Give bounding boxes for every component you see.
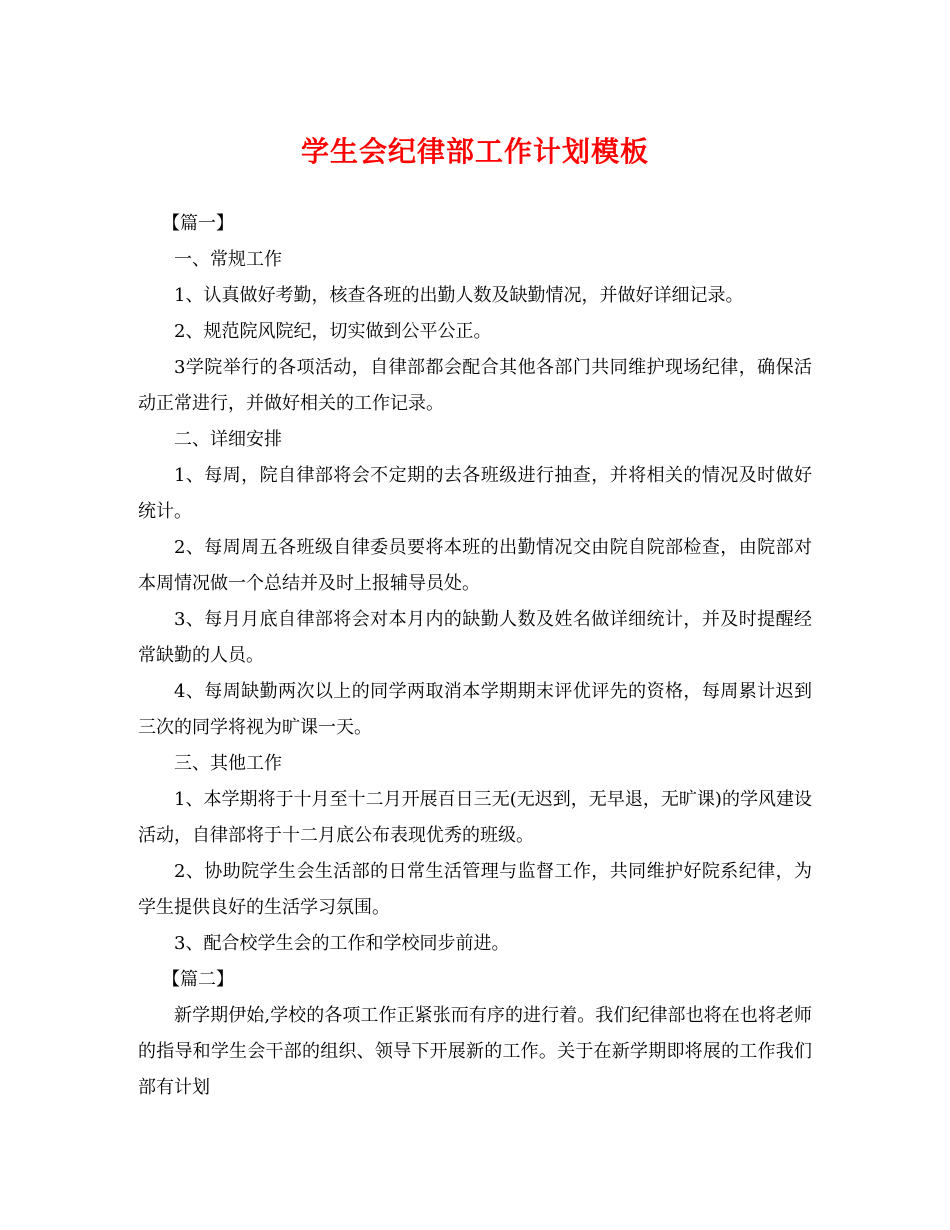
paragraph: 3学院举行的各项活动，自律部都会配合其他各部门共同维护现场纪律，确保活动正常进行，并做好相关的工作记录。 — [138, 357, 812, 414]
section-heading-part-two: 【篇二】 — [162, 969, 234, 990]
paragraph: 1、认真做好考勤，核查各班的出勤人数及缺勤情况，并做好详细记录。 — [174, 285, 744, 306]
paragraph: 1、本学期将于十月至十二月开展百日三无(无迟到，无早退，无旷课)的学风建设活动，自律部将于十二月底公布表现优秀的班级。 — [138, 789, 812, 846]
section-heading-part-one: 【篇一】 — [162, 213, 234, 234]
document-title: 学生会纪律部工作计划模板 — [300, 135, 649, 168]
paragraph: 新学期伊始,学校的各项工作正紧张而有序的进行着。我们纪律部也将在也将老师的指导和学生会干部的组织、领导下开展新的工作。关于在新学期即将展的工作我们部有计划 — [138, 1005, 812, 1098]
heading-other-work: 三、其他工作 — [174, 753, 282, 774]
paragraph: 1、每周，院自律部将会不定期的去各班级进行抽查，并将相关的情况及时做好统计。 — [138, 465, 812, 522]
heading-routine-work: 一、常规工作 — [174, 249, 282, 270]
paragraph: 2、协助院学生会生活部的日常生活管理与监督工作，共同维护好院系纪律，为学生提供良好的生活学习氛围。 — [138, 861, 812, 918]
paragraph: 2、每周周五各班级自律委员要将本班的出勤情况交由院自院部检查，由院部对本周情况做一个总结并及时上报辅导员处。 — [138, 537, 812, 594]
paragraph: 4、每周缺勤两次以上的同学两取消本学期期末评优评先的资格，每周累计迟到三次的同学将视为旷课一天。 — [138, 681, 812, 738]
paragraph: 2、规范院风院纪，切实做到公平公正。 — [174, 321, 492, 342]
document-body — [138, 206, 812, 1106]
heading-detailed-arrangement: 二、详细安排 — [174, 429, 282, 450]
paragraph: 3、每月月底自律部将会对本月内的缺勤人数及姓名做详细统计，并及时提醒经常缺勤的人员。 — [138, 609, 812, 666]
paragraph: 3、配合校学生会的工作和学校同步前进。 — [174, 933, 510, 954]
